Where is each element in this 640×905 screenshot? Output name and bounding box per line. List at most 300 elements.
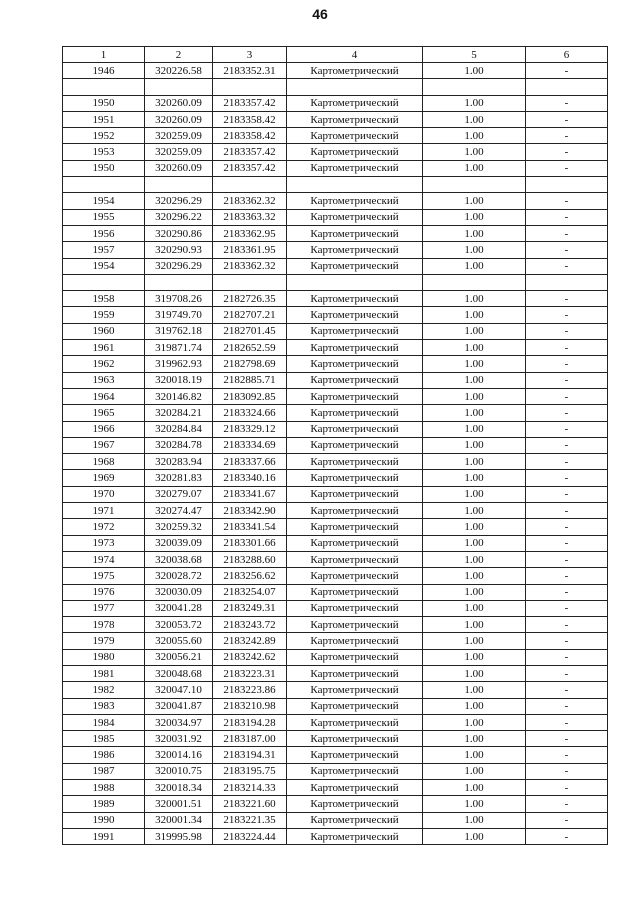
table-row — [63, 421, 608, 437]
table-cell: Картометрический — [287, 519, 423, 535]
table-row — [63, 291, 608, 307]
table-cell: 319708.26 — [145, 291, 213, 307]
header-cell: 4 — [287, 47, 423, 63]
table-cell: 1.00 — [423, 568, 526, 584]
table-cell — [213, 177, 287, 193]
table-cell: 320290.93 — [145, 242, 213, 258]
table-cell: 2183342.90 — [213, 503, 287, 519]
table-cell: 1.00 — [423, 551, 526, 567]
header-cell: 1 — [63, 47, 145, 63]
table-cell: 320283.94 — [145, 454, 213, 470]
table-cell: 2182726.35 — [213, 291, 287, 307]
table-cell — [145, 177, 213, 193]
table-cell: 1.00 — [423, 209, 526, 225]
table-cell: 1.00 — [423, 633, 526, 649]
table-cell: 2183341.54 — [213, 519, 287, 535]
table-row — [63, 242, 608, 258]
table-cell: - — [526, 405, 608, 421]
table-cell: 1.00 — [423, 405, 526, 421]
table-cell: 320056.21 — [145, 649, 213, 665]
table-cell: 2183324.66 — [213, 405, 287, 421]
table-cell: - — [526, 111, 608, 127]
table-cell: 320055.60 — [145, 633, 213, 649]
table-cell: Картометрический — [287, 780, 423, 796]
table-cell: Картометрический — [287, 144, 423, 160]
table-row — [63, 649, 608, 665]
table-cell: - — [526, 568, 608, 584]
table-cell — [287, 79, 423, 95]
table-cell: Картометрический — [287, 405, 423, 421]
table-cell: - — [526, 633, 608, 649]
table-cell: Картометрический — [287, 307, 423, 323]
table-cell: 320284.21 — [145, 405, 213, 421]
table-cell: - — [526, 812, 608, 828]
table-cell — [213, 79, 287, 95]
table-row — [63, 780, 608, 796]
table-cell: 320041.28 — [145, 600, 213, 616]
table-row — [63, 665, 608, 681]
table-cell: 1973 — [63, 535, 145, 551]
table-cell: 2183242.62 — [213, 649, 287, 665]
table-cell: 1961 — [63, 340, 145, 356]
table-cell: - — [526, 551, 608, 567]
table-cell: 1965 — [63, 405, 145, 421]
table-cell: 1980 — [63, 649, 145, 665]
table-row — [63, 144, 608, 160]
table-cell: - — [526, 323, 608, 339]
table-cell: 1955 — [63, 209, 145, 225]
table-cell: Картометрический — [287, 470, 423, 486]
table-cell: 1.00 — [423, 388, 526, 404]
table-cell: 1.00 — [423, 63, 526, 79]
table-cell: 2183341.67 — [213, 486, 287, 502]
table-cell: - — [526, 470, 608, 486]
table-row — [63, 356, 608, 372]
table-row — [63, 193, 608, 209]
table-cell: - — [526, 535, 608, 551]
table-row — [63, 519, 608, 535]
table-cell: 1.00 — [423, 763, 526, 779]
table-cell: 1979 — [63, 633, 145, 649]
table-cell: 2183256.62 — [213, 568, 287, 584]
table-cell — [423, 177, 526, 193]
table-cell: 320038.68 — [145, 551, 213, 567]
table-cell: Картометрический — [287, 665, 423, 681]
table-cell: Картометрический — [287, 551, 423, 567]
table-row — [63, 454, 608, 470]
table-cell — [63, 177, 145, 193]
table-cell: 1.00 — [423, 242, 526, 258]
coordinates-table — [62, 46, 608, 845]
table-cell: 1.00 — [423, 682, 526, 698]
table-cell: 320296.29 — [145, 258, 213, 274]
table-cell: 319995.98 — [145, 828, 213, 844]
header-cell: 2 — [145, 47, 213, 63]
table-cell: 2182885.71 — [213, 372, 287, 388]
table-cell: 1967 — [63, 437, 145, 453]
table-row — [63, 503, 608, 519]
table-cell: 1.00 — [423, 356, 526, 372]
table-cell: 1954 — [63, 258, 145, 274]
table-cell: 1.00 — [423, 144, 526, 160]
table-cell: 2183223.31 — [213, 665, 287, 681]
table-cell: - — [526, 617, 608, 633]
table-cell: 1989 — [63, 796, 145, 812]
table-row — [63, 796, 608, 812]
table-cell: 1.00 — [423, 372, 526, 388]
table-cell: 320028.72 — [145, 568, 213, 584]
table-row — [63, 584, 608, 600]
table-cell: Картометрический — [287, 617, 423, 633]
table-cell: 1.00 — [423, 486, 526, 502]
table-row — [63, 323, 608, 339]
table-header-row — [63, 47, 608, 63]
table-cell: Картометрический — [287, 356, 423, 372]
table-row — [63, 209, 608, 225]
table-cell: - — [526, 714, 608, 730]
table-cell: 1976 — [63, 584, 145, 600]
table-cell: 1962 — [63, 356, 145, 372]
table-cell: 1972 — [63, 519, 145, 535]
table-cell: Картометрический — [287, 763, 423, 779]
table-cell: 1946 — [63, 63, 145, 79]
table-cell: Картометрический — [287, 568, 423, 584]
table-cell: 320260.09 — [145, 160, 213, 176]
table-row — [63, 535, 608, 551]
table-spacer-row — [63, 177, 608, 193]
table-cell: Картометрический — [287, 193, 423, 209]
table-cell: 320226.58 — [145, 63, 213, 79]
table-row — [63, 63, 608, 79]
table-cell: 1990 — [63, 812, 145, 828]
table-cell: 2182652.59 — [213, 340, 287, 356]
table-cell: - — [526, 519, 608, 535]
table-row — [63, 470, 608, 486]
table-row — [63, 617, 608, 633]
table-cell: 320034.97 — [145, 714, 213, 730]
table-cell: Картометрический — [287, 225, 423, 241]
table-cell: 2182701.45 — [213, 323, 287, 339]
table-cell: 1.00 — [423, 812, 526, 828]
table-cell: Картометрический — [287, 95, 423, 111]
table-cell: 320010.75 — [145, 763, 213, 779]
table-cell: Картометрический — [287, 698, 423, 714]
table-cell: 2183357.42 — [213, 160, 287, 176]
table-cell: 320001.34 — [145, 812, 213, 828]
table-cell: - — [526, 649, 608, 665]
table-cell: - — [526, 486, 608, 502]
table-cell: Картометрический — [287, 682, 423, 698]
header-cell: 6 — [526, 47, 608, 63]
table-cell: - — [526, 421, 608, 437]
table-cell: - — [526, 225, 608, 241]
table-cell: - — [526, 780, 608, 796]
table-cell: 320018.19 — [145, 372, 213, 388]
table-cell: 2183092.85 — [213, 388, 287, 404]
table-cell: 319962.93 — [145, 356, 213, 372]
table-cell: Картометрический — [287, 503, 423, 519]
table-cell: 1950 — [63, 160, 145, 176]
table-cell — [526, 274, 608, 290]
table-cell: 2183210.98 — [213, 698, 287, 714]
table-cell — [63, 79, 145, 95]
table-cell: - — [526, 63, 608, 79]
table-cell: 1982 — [63, 682, 145, 698]
table-cell: 2183214.33 — [213, 780, 287, 796]
table-cell: - — [526, 291, 608, 307]
table-cell — [287, 177, 423, 193]
table-cell: Картометрический — [287, 111, 423, 127]
table-cell: - — [526, 796, 608, 812]
table-cell: Картометрический — [287, 258, 423, 274]
table-cell: - — [526, 763, 608, 779]
table-cell: Картометрический — [287, 535, 423, 551]
table-cell: 1.00 — [423, 95, 526, 111]
table-cell: 2183301.66 — [213, 535, 287, 551]
table-cell: - — [526, 340, 608, 356]
table-cell: 1.00 — [423, 160, 526, 176]
table-cell: 1957 — [63, 242, 145, 258]
table-cell: 1987 — [63, 763, 145, 779]
table-cell: - — [526, 307, 608, 323]
table-cell: - — [526, 193, 608, 209]
table-cell: Картометрический — [287, 128, 423, 144]
table-cell: 1984 — [63, 714, 145, 730]
table-cell: 1.00 — [423, 437, 526, 453]
table-spacer-row — [63, 79, 608, 95]
table-cell: 320259.32 — [145, 519, 213, 535]
table-cell: 1960 — [63, 323, 145, 339]
table-cell: 319762.18 — [145, 323, 213, 339]
table-cell: 1978 — [63, 617, 145, 633]
table-cell: - — [526, 356, 608, 372]
table-cell: 1.00 — [423, 796, 526, 812]
table-cell: 2183223.86 — [213, 682, 287, 698]
table-cell: Картометрический — [287, 486, 423, 502]
table-cell: 2183194.31 — [213, 747, 287, 763]
table-cell: 2183362.32 — [213, 193, 287, 209]
table-cell: 2183358.42 — [213, 128, 287, 144]
table-row — [63, 828, 608, 844]
table-cell: Картометрический — [287, 437, 423, 453]
table-cell: Картометрический — [287, 633, 423, 649]
table-cell: 1.00 — [423, 617, 526, 633]
table-cell: 1988 — [63, 780, 145, 796]
table-cell: - — [526, 258, 608, 274]
table-cell: 2183329.12 — [213, 421, 287, 437]
table-cell: 319749.70 — [145, 307, 213, 323]
table-row — [63, 747, 608, 763]
table-cell: 1981 — [63, 665, 145, 681]
table-row — [63, 111, 608, 127]
table-row — [63, 812, 608, 828]
table-cell: 320039.09 — [145, 535, 213, 551]
table-cell: 2183254.07 — [213, 584, 287, 600]
table-cell: - — [526, 242, 608, 258]
table-row — [63, 388, 608, 404]
table-cell: 2183221.60 — [213, 796, 287, 812]
table-cell: 1.00 — [423, 421, 526, 437]
table-row — [63, 698, 608, 714]
table-cell: 1969 — [63, 470, 145, 486]
table-row — [63, 95, 608, 111]
table-cell: 1.00 — [423, 649, 526, 665]
table-cell: 1.00 — [423, 323, 526, 339]
table-cell: 1.00 — [423, 665, 526, 681]
table-cell: 1.00 — [423, 519, 526, 535]
table-cell: 1964 — [63, 388, 145, 404]
table-cell: 2183352.31 — [213, 63, 287, 79]
table-cell: 320048.68 — [145, 665, 213, 681]
table-cell: 1.00 — [423, 503, 526, 519]
table-body — [63, 47, 608, 845]
table-cell: Картометрический — [287, 291, 423, 307]
table-cell: 2183358.42 — [213, 111, 287, 127]
table-cell — [145, 79, 213, 95]
table-cell: 1.00 — [423, 193, 526, 209]
table-cell: - — [526, 584, 608, 600]
table-cell — [63, 274, 145, 290]
table-cell: - — [526, 128, 608, 144]
table-cell — [287, 274, 423, 290]
table-cell: 1956 — [63, 225, 145, 241]
table-cell: Картометрический — [287, 714, 423, 730]
table-cell: 2183340.16 — [213, 470, 287, 486]
table-cell: 2183243.72 — [213, 617, 287, 633]
table-cell: 1.00 — [423, 535, 526, 551]
table-cell: 1.00 — [423, 780, 526, 796]
table-cell — [423, 79, 526, 95]
table-cell: 2183361.95 — [213, 242, 287, 258]
table-cell: - — [526, 747, 608, 763]
table-cell: Картометрический — [287, 747, 423, 763]
table-cell: 320146.82 — [145, 388, 213, 404]
table-cell: 1.00 — [423, 111, 526, 127]
table-cell: 320284.84 — [145, 421, 213, 437]
table-cell: 320001.51 — [145, 796, 213, 812]
table-row — [63, 307, 608, 323]
table-cell: 2183363.32 — [213, 209, 287, 225]
table-cell: 1.00 — [423, 291, 526, 307]
table-row — [63, 568, 608, 584]
table-cell: - — [526, 388, 608, 404]
table-cell: 320018.34 — [145, 780, 213, 796]
table-cell: 1986 — [63, 747, 145, 763]
table-cell: Картометрический — [287, 323, 423, 339]
table-cell: 320260.09 — [145, 95, 213, 111]
table-cell: Картометрический — [287, 160, 423, 176]
table-cell: - — [526, 95, 608, 111]
table-cell — [526, 79, 608, 95]
table-cell: 320296.22 — [145, 209, 213, 225]
table-row — [63, 225, 608, 241]
table-cell: Картометрический — [287, 731, 423, 747]
table-cell: Картометрический — [287, 388, 423, 404]
table-cell: 1.00 — [423, 470, 526, 486]
table-cell — [526, 177, 608, 193]
table-cell: 1950 — [63, 95, 145, 111]
table-cell: 1985 — [63, 731, 145, 747]
table-cell: Картометрический — [287, 242, 423, 258]
table-cell: 1963 — [63, 372, 145, 388]
table-cell: 1.00 — [423, 307, 526, 323]
table-row — [63, 340, 608, 356]
table-cell: - — [526, 503, 608, 519]
table-cell: Картометрический — [287, 600, 423, 616]
table-cell: 1968 — [63, 454, 145, 470]
table-cell: Картометрический — [287, 340, 423, 356]
table-cell: 2182707.21 — [213, 307, 287, 323]
table-cell: 320260.09 — [145, 111, 213, 127]
table-cell: 1974 — [63, 551, 145, 567]
table-row — [63, 714, 608, 730]
table-cell: 320296.29 — [145, 193, 213, 209]
table-cell — [145, 274, 213, 290]
table-row — [63, 405, 608, 421]
table-row — [63, 258, 608, 274]
table-cell: 2183195.75 — [213, 763, 287, 779]
table-cell: 1971 — [63, 503, 145, 519]
table-cell: 1951 — [63, 111, 145, 127]
table-cell: 1.00 — [423, 698, 526, 714]
table-cell: 2183194.28 — [213, 714, 287, 730]
table-cell: Картометрический — [287, 454, 423, 470]
table-cell: 1954 — [63, 193, 145, 209]
table-cell — [213, 274, 287, 290]
table-cell: 320274.47 — [145, 503, 213, 519]
table-cell: - — [526, 828, 608, 844]
table-cell: - — [526, 437, 608, 453]
table-cell: - — [526, 160, 608, 176]
table-cell: 1975 — [63, 568, 145, 584]
table-cell: 1959 — [63, 307, 145, 323]
table-cell: 1.00 — [423, 340, 526, 356]
table-cell: 1.00 — [423, 584, 526, 600]
table-cell: 2183334.69 — [213, 437, 287, 453]
table-cell: 1966 — [63, 421, 145, 437]
page-number: 46 — [312, 6, 328, 22]
table-cell: 2183337.66 — [213, 454, 287, 470]
table-cell: 2183221.35 — [213, 812, 287, 828]
table-cell: 1.00 — [423, 714, 526, 730]
table-row — [63, 600, 608, 616]
table-cell: - — [526, 698, 608, 714]
table-cell: 320279.07 — [145, 486, 213, 502]
table-cell: 1.00 — [423, 731, 526, 747]
table-cell: Картометрический — [287, 812, 423, 828]
table-cell: 1958 — [63, 291, 145, 307]
table-cell: 2183362.95 — [213, 225, 287, 241]
table-cell: 2183249.31 — [213, 600, 287, 616]
table-cell: 2183288.60 — [213, 551, 287, 567]
table-row — [63, 682, 608, 698]
table-cell: - — [526, 144, 608, 160]
table-cell: 1953 — [63, 144, 145, 160]
table-cell: 2182798.69 — [213, 356, 287, 372]
table-cell: - — [526, 731, 608, 747]
table-cell: 320259.09 — [145, 128, 213, 144]
table-cell: - — [526, 665, 608, 681]
table-cell — [423, 274, 526, 290]
table-cell: 1.00 — [423, 225, 526, 241]
table-row — [63, 160, 608, 176]
table-cell: 1952 — [63, 128, 145, 144]
table-cell: 1977 — [63, 600, 145, 616]
table-cell: 320031.92 — [145, 731, 213, 747]
table-row — [63, 437, 608, 453]
table-row — [63, 731, 608, 747]
table-cell: Картометрический — [287, 63, 423, 79]
